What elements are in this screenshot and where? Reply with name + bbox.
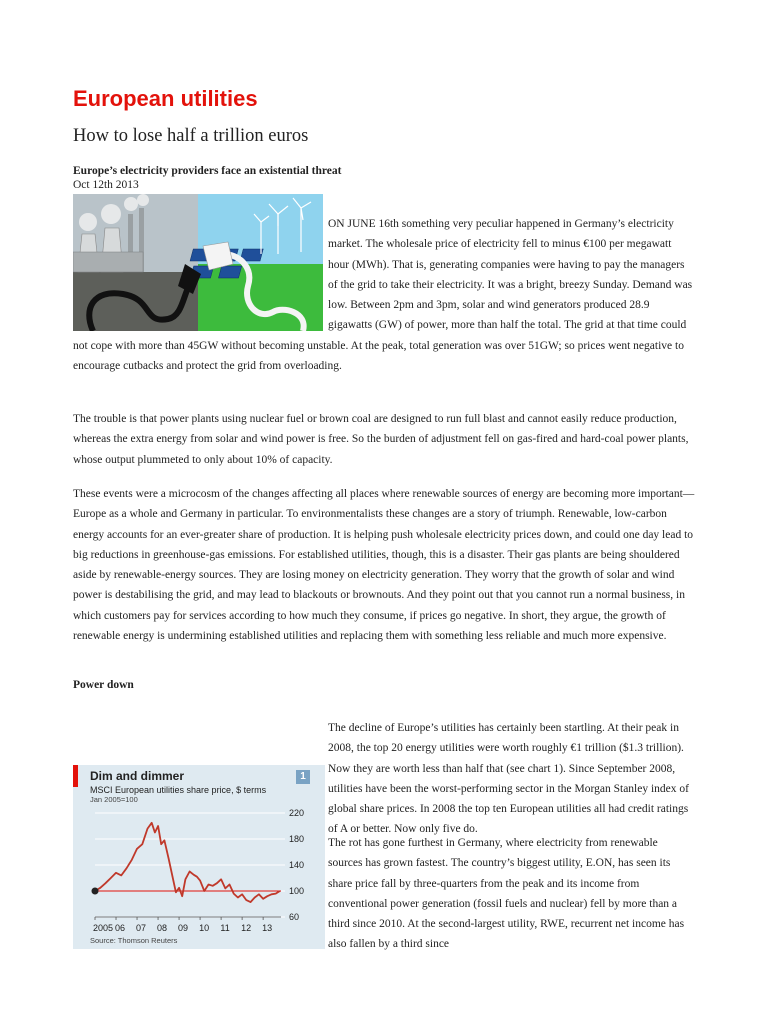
x-tick-label: 06 — [115, 923, 126, 933]
article-rubric: Europe’s electricity providers face an existential threat — [73, 165, 342, 177]
x-tick-label: 08 — [157, 923, 168, 933]
paragraph-1: ON JUNE 16th something very peculiar happened in Germany’s electricity market. The wholesale price of electricity fell to minus €100 per megawatt hour (MWh). That is, generating companies were having to pay the managers of the grid to take their electricity. It was a bright, breezy Sunday. Demand was low. Between 2pm and 3pm, solar and wind generators produced 28.9 gigawatts (GW) of power, more than half the total. The grid at that time could not cope with more than 45GW without becoming unstable. At the peak, total generation was over 51GW; so prices went negative to encourage cutbacks and protect the grid from overloading. — [73, 218, 693, 373]
article-headline: European utilities — [73, 86, 258, 111]
chart-number: 1 — [296, 770, 310, 784]
chart-source: Source: Thomson Reuters — [90, 936, 178, 945]
article-date: Oct 12th 2013 — [73, 179, 139, 191]
article-subheadline: How to lose half a trillion euros — [73, 126, 309, 146]
y-tick-label: 220 — [289, 808, 305, 818]
chart-base-note: Jan 2005=100 — [90, 795, 138, 804]
chart-title: Dim and dimmer — [90, 769, 185, 783]
y-tick-label: 100 — [289, 886, 305, 896]
share-price-chart — [73, 765, 325, 949]
y-tick-label: 180 — [289, 834, 305, 844]
x-tick-label: 11 — [220, 923, 230, 933]
x-tick-label: 2005 — [93, 923, 114, 933]
chart-subtitle: MSCI European utilities share price, $ terms — [90, 785, 267, 795]
series-start-point — [92, 888, 99, 895]
x-tick-label: 07 — [136, 923, 147, 933]
paragraph-4: The decline of Europe’s utilities has certainly been startling. At their peak in 2008, the top 20 energy utilities were worth roughly €1 trillion ($1.3 trillion). Now they are worth less than half that (see chart 1). Since September 2008, utilities have been the worst-performing sector in the Morgan Stanley index of global share prices. In 2008 the top ten European utilities all had credit ratings of A or better. Now only five do. — [328, 722, 689, 836]
paragraph-5: The rot has gone furthest in Germany, where electricity from renewable sources has grown fastest. The country’s biggest utility, E.ON, has seen its share price fall by three-quarters from the peak and its income from conventional power generation (fossil fuels and nuclear) fell by more than a third since 2010. At the second-largest utility, RWE, recurrent net income has also fallen by a third since — [328, 837, 685, 951]
chart-plot — [73, 765, 325, 949]
x-tick-label: 13 — [262, 923, 273, 933]
section-heading: Power down — [73, 679, 134, 691]
y-tick-label: 60 — [289, 912, 300, 922]
paragraph-2: The trouble is that power plants using nuclear fuel or brown coal are designed to run full blast and cannot easily reduce production, whereas the extra energy from solar and wind power is free. So the burden of adjustment fell on gas-fired and hard-coal power plants, whose output plummeted to only about 10% of capacity. — [73, 413, 689, 466]
y-tick-label: 140 — [289, 860, 305, 870]
x-tick-label: 12 — [241, 923, 252, 933]
paragraph-3: These events were a microcosm of the changes affecting all places where renewable sources of energy are becoming more important—Europe as a whole and Germany in particular. To environmentalists these changes are a story of triumph. Renewable, low-carbon energy accounts for an ever-greater share of production. It is helping push wholesale electricity prices down, and could one day lead to big reductions in greenhouse-gas emissions. For established utilities, though, this is a disaster. Their gas plants are being shouldered aside by renewable-energy sources. They are losing money on electricity generation. They worry that the growth of solar and wind power is destabilising the grid, and may lead to blackouts or brownouts. And they point out that you cannot run a normal business, in which customers pay for services according to how much they consume, if prices go negative. In short, they argue, the growth of renewable energy is undermining established utilities and replacing them with something less reliable and much more expensive. — [73, 488, 695, 643]
x-tick-label: 09 — [178, 923, 189, 933]
x-tick-label: 10 — [199, 923, 210, 933]
series-line — [95, 823, 280, 902]
